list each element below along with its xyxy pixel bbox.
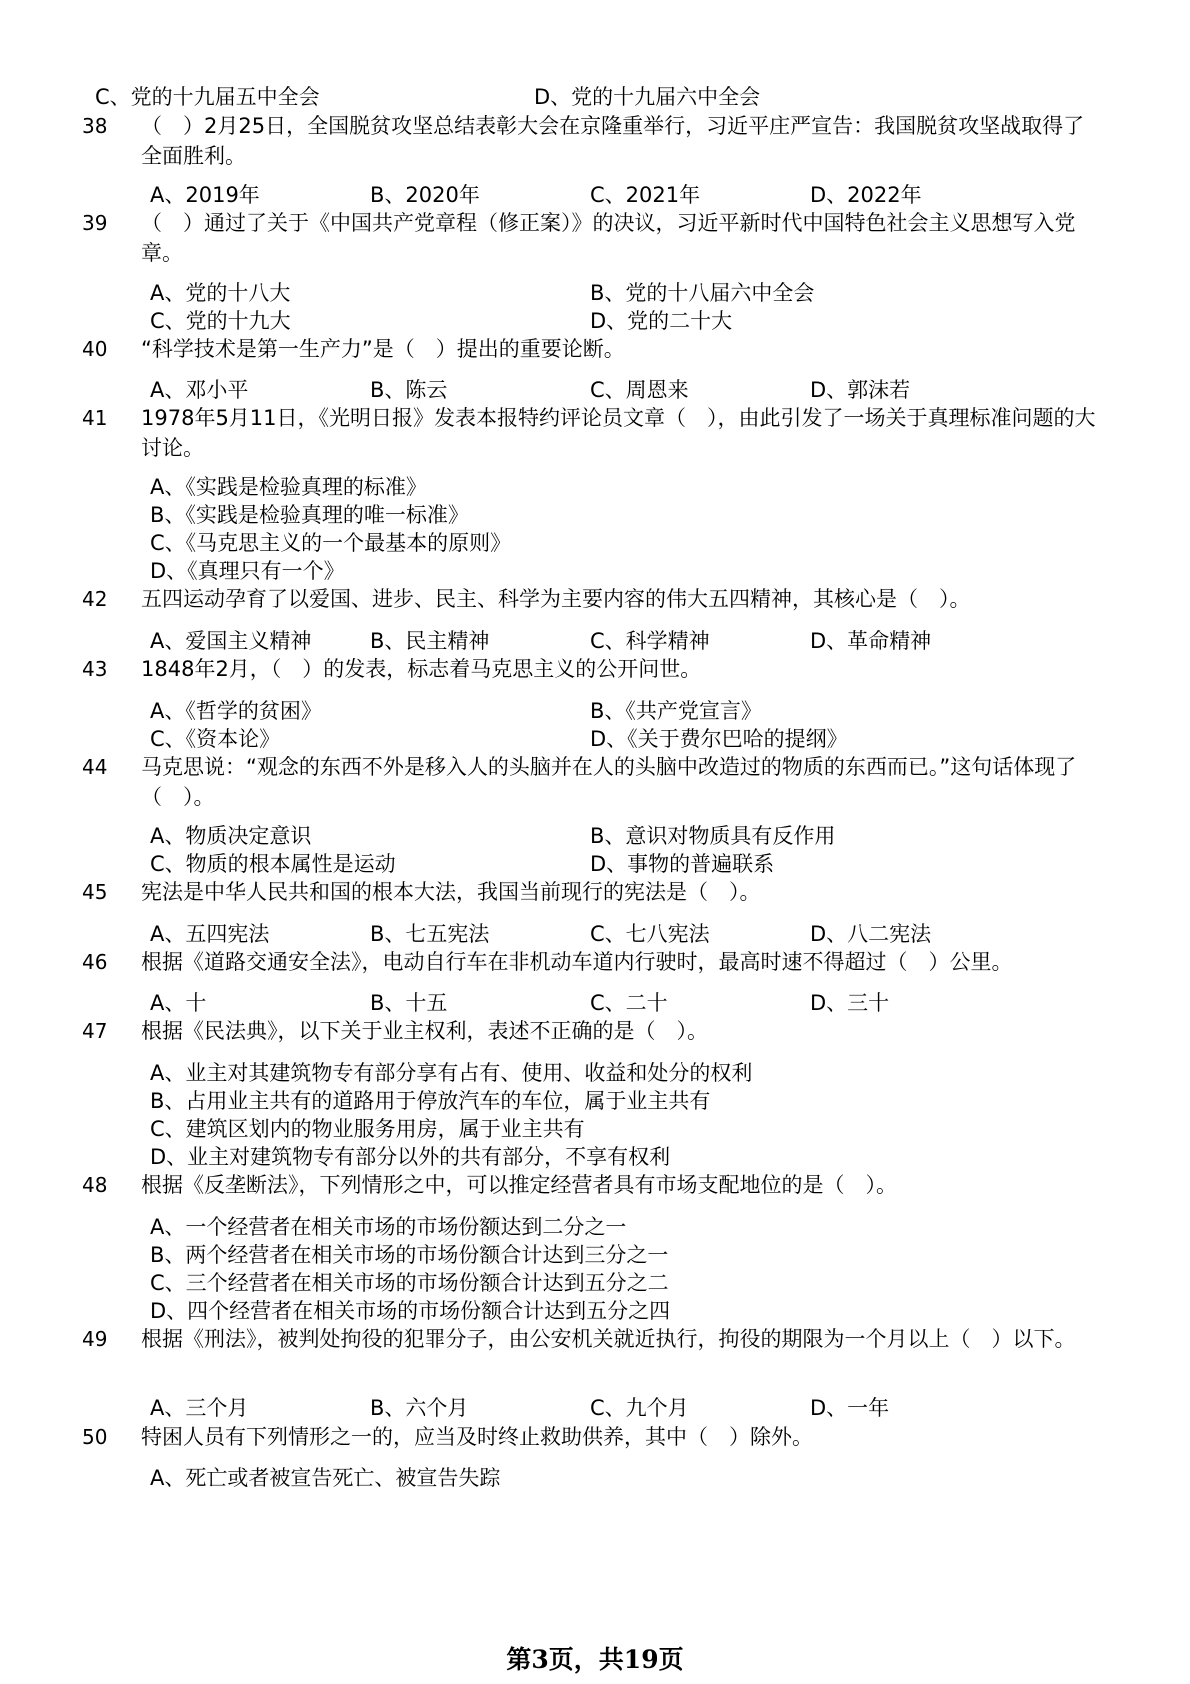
answer-option: A、三个月 xyxy=(150,1396,249,1420)
answer-option: A、五四宪法 xyxy=(150,922,270,946)
question-number: 39 xyxy=(82,211,108,235)
answer-option: D、2022年 xyxy=(810,183,922,207)
question-text: 根据《民法典》，以下关于业主权利，表述不正确的是（ ）。 xyxy=(141,1019,708,1043)
answer-option: B、《共产党宣言》 xyxy=(590,699,762,723)
question-text: 根据《反垄断法》，下列情形之中，可以推定经营者具有市场支配地位的是（ ）。 xyxy=(141,1173,897,1197)
answer-option: D、三十 xyxy=(810,991,890,1015)
answer-option: C、三个经营者在相关市场的市场份额合计达到五分之二 xyxy=(150,1271,669,1295)
answer-option: B、意识对物质具有反作用 xyxy=(590,824,836,848)
question-number: 38 xyxy=(82,114,108,138)
carryover-option-d: D、党的十九届六中全会 xyxy=(534,85,761,109)
question-number: 50 xyxy=(82,1425,108,1449)
answer-option: D、一年 xyxy=(810,1396,890,1420)
question-text: 根据《刑法》，被判处拘役的犯罪分子，由公安机关就近执行，拘役的期限为一个月以上（ ）以下。 xyxy=(141,1327,1076,1351)
answer-option: C、《资本论》 xyxy=(150,727,281,751)
answer-option: D、党的二十大 xyxy=(590,309,733,333)
answer-option: B、七五宪法 xyxy=(370,922,490,946)
answer-option: D、事物的普遍联系 xyxy=(590,852,775,876)
question-text: 马克思说：“观念的东西不外是移入人的头脑并在人的头脑中改造过的物质的东西而已。”这句话体现了（ ）。 xyxy=(141,755,1077,809)
carryover-option-c: C、党的十九届五中全会 xyxy=(95,85,320,109)
answer-option: B、《实践是检验真理的唯一标准》 xyxy=(150,503,469,527)
answer-option: B、党的十八届六中全会 xyxy=(590,281,815,305)
answer-option: C、九个月 xyxy=(590,1396,689,1420)
answer-option: D、《关于费尔巴哈的提纲》 xyxy=(590,727,848,751)
answer-option: B、陈云 xyxy=(370,378,448,402)
question-text: （ ）通过了关于《中国共产党章程（修正案）》的决议，习近平新时代中国特色社会主义思想写入党章。 xyxy=(141,211,1076,265)
answer-option: A、业主对其建筑物专有部分享有占有、使用、收益和处分的权利 xyxy=(150,1061,753,1085)
answer-option: B、2020年 xyxy=(370,183,480,207)
question-number: 40 xyxy=(82,337,108,361)
answer-option: D、革命精神 xyxy=(810,629,932,653)
question-text: 根据《道路交通安全法》，电动自行车在非机动车道内行驶时，最高时速不得超过（ ）公里。 xyxy=(141,950,1013,974)
answer-option: C、七八宪法 xyxy=(590,922,710,946)
answer-option: D、四个经营者在相关市场的市场份额合计达到五分之四 xyxy=(150,1299,671,1323)
answer-option: B、十五 xyxy=(370,991,448,1015)
answer-option: A、《实践是检验真理的标准》 xyxy=(150,475,427,499)
question-text: 1978年5月11日，《光明日报》发表本报特约评论员文章（ ），由此引发了一场关于真理标准问题的大讨论。 xyxy=(141,406,1096,460)
page-footer: 第3页，共19页 xyxy=(506,1645,684,1674)
answer-option: A、爱国主义精神 xyxy=(150,629,312,653)
answer-option: C、2021年 xyxy=(590,183,701,207)
question-number: 47 xyxy=(82,1019,108,1043)
answer-option: A、党的十八大 xyxy=(150,281,291,305)
question-text: 五四运动孕育了以爱国、进步、民主、科学为主要内容的伟大五四精神，其核心是（ ）。 xyxy=(141,587,971,611)
answer-option: B、民主精神 xyxy=(370,629,490,653)
question-number: 45 xyxy=(82,880,108,904)
question-text: 特困人员有下列情形之一的，应当及时终止救助供养，其中（ ）除外。 xyxy=(141,1425,813,1449)
answer-option: A、十 xyxy=(150,991,207,1015)
answer-option: C、建筑区划内的物业服务用房，属于业主共有 xyxy=(150,1117,585,1141)
answer-option: D、业主对建筑物专有部分以外的共有部分，不享有权利 xyxy=(150,1145,671,1169)
answer-option: C、《马克思主义的一个最基本的原则》 xyxy=(150,531,512,555)
answer-option: C、二十 xyxy=(590,991,668,1015)
answer-option: D、《真理只有一个》 xyxy=(150,559,345,583)
answer-option: B、六个月 xyxy=(370,1396,469,1420)
question-number: 41 xyxy=(82,406,108,430)
question-text: 1848年2月，（ ）的发表，标志着马克思主义的公开问世。 xyxy=(141,657,702,681)
answer-option: B、两个经营者在相关市场的市场份额合计达到三分之一 xyxy=(150,1243,669,1267)
answer-option: A、一个经营者在相关市场的市场份额达到二分之一 xyxy=(150,1215,627,1239)
question-number: 43 xyxy=(82,657,108,681)
question-text: （ ）2月25日，全国脱贫攻坚总结表彰大会在京隆重举行，习近平庄严宣告：我国脱贫攻坚战取得了全面胜利。 xyxy=(141,114,1085,168)
answer-option: A、2019年 xyxy=(150,183,260,207)
answer-option: C、周恩来 xyxy=(590,378,689,402)
question-number: 44 xyxy=(82,755,108,779)
question-number: 48 xyxy=(82,1173,108,1197)
question-number: 49 xyxy=(82,1327,108,1351)
answer-option: D、八二宪法 xyxy=(810,922,932,946)
answer-option: B、占用业主共有的道路用于停放汽车的车位，属于业主共有 xyxy=(150,1089,711,1113)
question-text: 宪法是中华人民共和国的根本大法，我国当前现行的宪法是（ ）。 xyxy=(141,880,761,904)
question-number: 46 xyxy=(82,950,108,974)
answer-option: A、死亡或者被宣告死亡、被宣告失踪 xyxy=(150,1466,501,1490)
answer-option: D、郭沫若 xyxy=(810,378,911,402)
answer-option: C、党的十九大 xyxy=(150,309,291,333)
answer-option: A、邓小平 xyxy=(150,378,249,402)
answer-option: A、物质决定意识 xyxy=(150,824,312,848)
question-number: 42 xyxy=(82,587,108,611)
question-text: “科学技术是第一生产力”是（ ）提出的重要论断。 xyxy=(141,337,625,361)
answer-option: C、科学精神 xyxy=(590,629,710,653)
answer-option: A、《哲学的贫困》 xyxy=(150,699,322,723)
answer-option: C、物质的根本属性是运动 xyxy=(150,852,396,876)
